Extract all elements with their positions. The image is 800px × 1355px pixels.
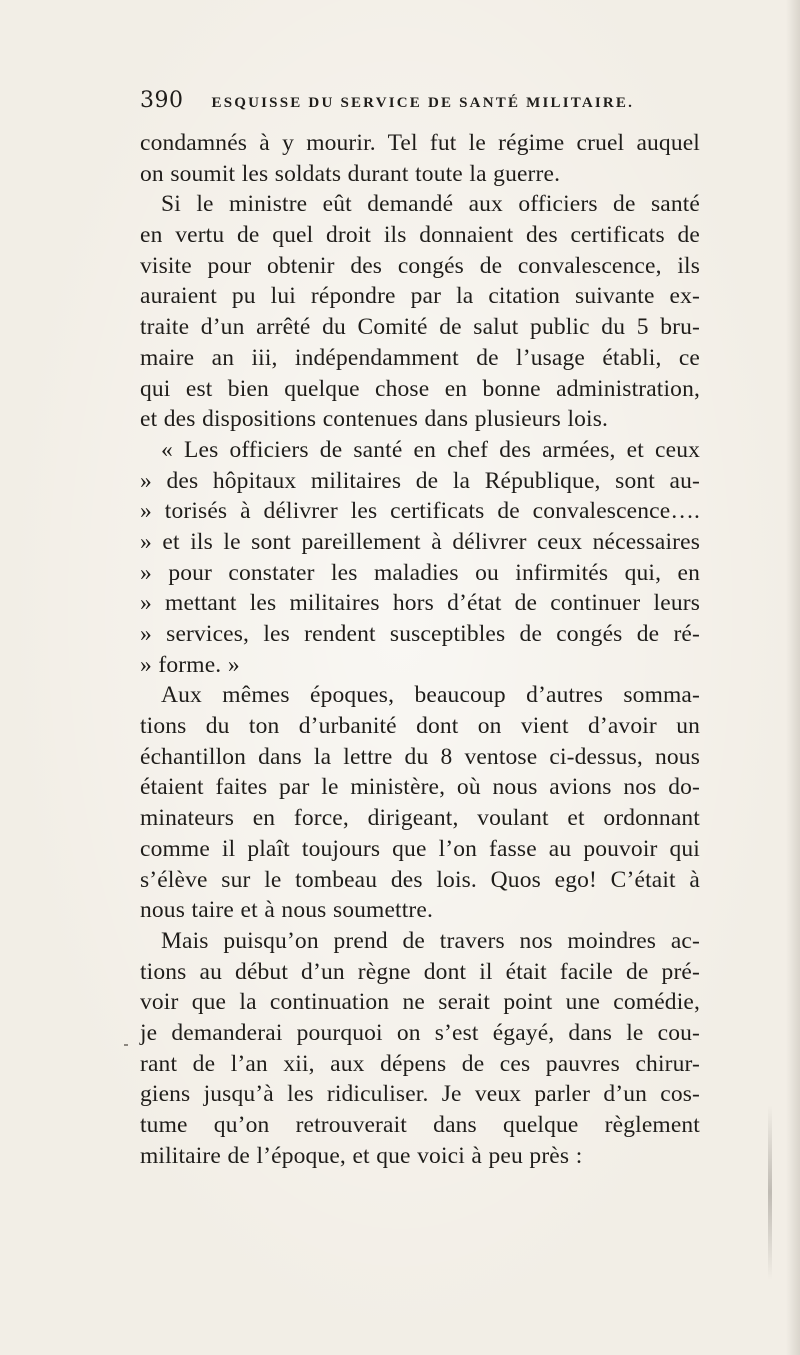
text-line: » des hôpitaux militaires de la République, sont au-: [140, 467, 700, 494]
text-line: minateurs en force, dirigeant, voulant et ordonnant: [140, 805, 700, 832]
text-line: traite d’un arrêté du Comité de salut public du 5 bru-: [140, 314, 700, 341]
text-line: comme il plaît toujours que l’on fasse au pouvoir qui: [140, 835, 700, 862]
text-line: étaient faites par le ministère, où nous avions nos do-: [140, 774, 700, 801]
text-line: voir que la continuation ne serait point une comédie,: [140, 989, 700, 1016]
text-line: giens jusqu’à les ridiculiser. Je veux parler d’un cos-: [140, 1081, 700, 1108]
text-line: visite pour obtenir des congés de convalescence, ils: [140, 252, 700, 279]
page-fold-mark: [768, 1105, 772, 1280]
text-line: Si le ministre eût demandé aux officiers de santé: [161, 191, 700, 218]
text-line: condamnés à y mourir. Tel fut le régime cruel auquel: [140, 130, 700, 156]
text-line: » mettant les militaires hors d’état de continuer leurs: [140, 590, 700, 617]
text-line: on soumit les soldats durant toute la guerre.: [140, 160, 561, 187]
page-number: 390: [140, 88, 184, 113]
text-line: en vertu de quel droit ils donnaient des certificats de: [140, 222, 700, 249]
text-line: s’élève sur le tombeau des lois. Quos ego! C’était à: [140, 866, 700, 893]
text-line: rant de l’an xii, aux dépens de ces pauvres chirur-: [140, 1050, 700, 1077]
text-line: militaire de l’époque, et que voici à peu près :: [140, 1142, 583, 1169]
text-line: je demanderai pourquoi on s’est égayé, dans le cou-: [140, 1019, 700, 1046]
text-line: » et ils le sont pareillement à délivrer ceux nécessaires: [140, 528, 700, 555]
text-line: » torisés à délivrer les certificats de convalescence….: [140, 498, 700, 525]
text-line: auraient pu lui répondre par la citation suivante ex-: [140, 283, 700, 310]
page-edge-shadow: [786, 0, 800, 1355]
running-head: [140, 88, 700, 122]
text-line: tions du ton d’urbanité dont on vient d’avoir un: [140, 713, 700, 740]
body-text: [140, 128, 700, 1171]
text-line: nous taire et à nous soumettre.: [140, 897, 433, 924]
margin-mark: [124, 1044, 128, 1046]
text-line: Mais puisqu’on prend de travers nos moindres ac-: [161, 927, 700, 954]
text-line: et des dispositions contenues dans plusieurs lois.: [140, 406, 609, 433]
text-line: Aux mêmes époques, beaucoup d’autres somma-: [161, 682, 700, 709]
text-line: maire an iii, indépendamment de l’usage établi, ce: [140, 344, 700, 371]
text-line: tions au début d’un règne dont il était facile de pré-: [140, 958, 700, 985]
text-line: » pour constater les maladies ou infirmités qui, en: [140, 559, 700, 586]
text-line: échantillon dans la lettre du 8 ventose ci-dessus, nous: [140, 743, 700, 770]
text-line: tume qu’on retrouverait dans quelque règlement: [140, 1112, 700, 1138]
running-title: ESQUISSE DU SERVICE DE SANTÉ MILITAIRE.: [211, 95, 635, 111]
text-line: » forme. »: [140, 651, 240, 678]
text-line: « Les officiers de santé en chef des armées, et ceux: [161, 436, 700, 463]
text-line: qui est bien quelque chose en bonne administration,: [140, 375, 700, 402]
text-line: » services, les rendent susceptibles de congés de ré-: [140, 621, 700, 647]
